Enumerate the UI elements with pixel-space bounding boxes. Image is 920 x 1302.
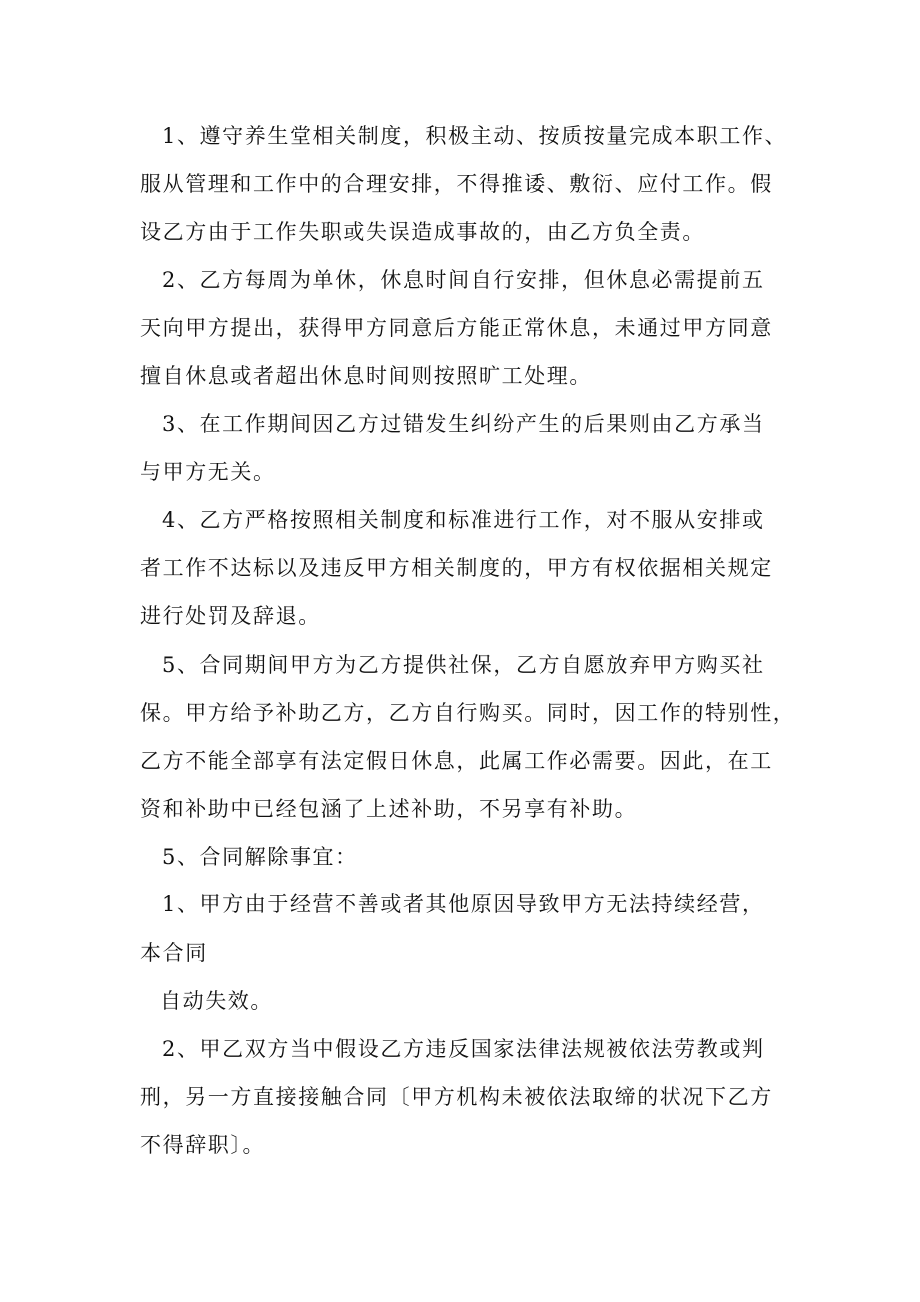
text-line: 进行处罚及辞退。 — [140, 604, 321, 628]
text-line: 服从管理和工作中的合理安排，不得推诿、敷衍、应付工作。假 — [140, 172, 773, 196]
text-line: 乙方不能全部享有法定假日休息，此属工作必需要。因此，在工 — [140, 749, 773, 773]
text-line: 设乙方由于工作失职或失误造成事故的，由乙方负全责。 — [140, 220, 705, 244]
text-line: 5、合同期间甲方为乙方提供社保，乙方自愿放弃甲方购买社 — [162, 653, 765, 677]
text-line: 5、合同解除事宜： — [162, 845, 358, 869]
text-line: 者工作不达标以及违反甲方相关制度的，甲方有权依据相关规定 — [140, 556, 773, 580]
text-line: 擅自休息或者超出休息时间则按照旷工处理。 — [140, 364, 592, 388]
text-line: 保。甲方给予补助乙方，乙方自行购买。同时，因工作的特别性， — [140, 701, 796, 725]
text-line: 2、甲乙双方当中假设乙方违反国家法律法规被依法劳教或判 — [162, 1037, 765, 1061]
text-line: 3、在工作期间因乙方过错发生纠纷产生的后果则由乙方承当 — [162, 412, 765, 436]
text-line: 1、遵守养生堂相关制度，积极主动、按质按量完成本职工作、 — [162, 124, 788, 148]
text-line: 自动失效。 — [160, 989, 273, 1013]
text-line: 刑，另一方直接接触合同〔甲方机构未被依法取缔的状况下乙方 — [140, 1085, 773, 1109]
text-line: 资和补助中已经包涵了上述补助，不另享有补助。 — [140, 797, 638, 821]
text-line: 不得辞职〕。 — [140, 1133, 266, 1157]
text-line: 天向甲方提出，获得甲方同意后方能正常休息，未通过甲方同意 — [140, 316, 773, 340]
text-line: 本合同 — [140, 941, 208, 965]
text-line: 4、乙方严格按照相关制度和标准进行工作，对不服从安排或 — [162, 508, 765, 532]
text-line: 1、甲方由于经营不善或者其他原因导致甲方无法持续经营， — [162, 892, 765, 916]
text-line: 2、乙方每周为单休，休息时间自行安排，但休息必需提前五 — [162, 268, 765, 292]
text-line: 与甲方无关。 — [140, 460, 276, 484]
